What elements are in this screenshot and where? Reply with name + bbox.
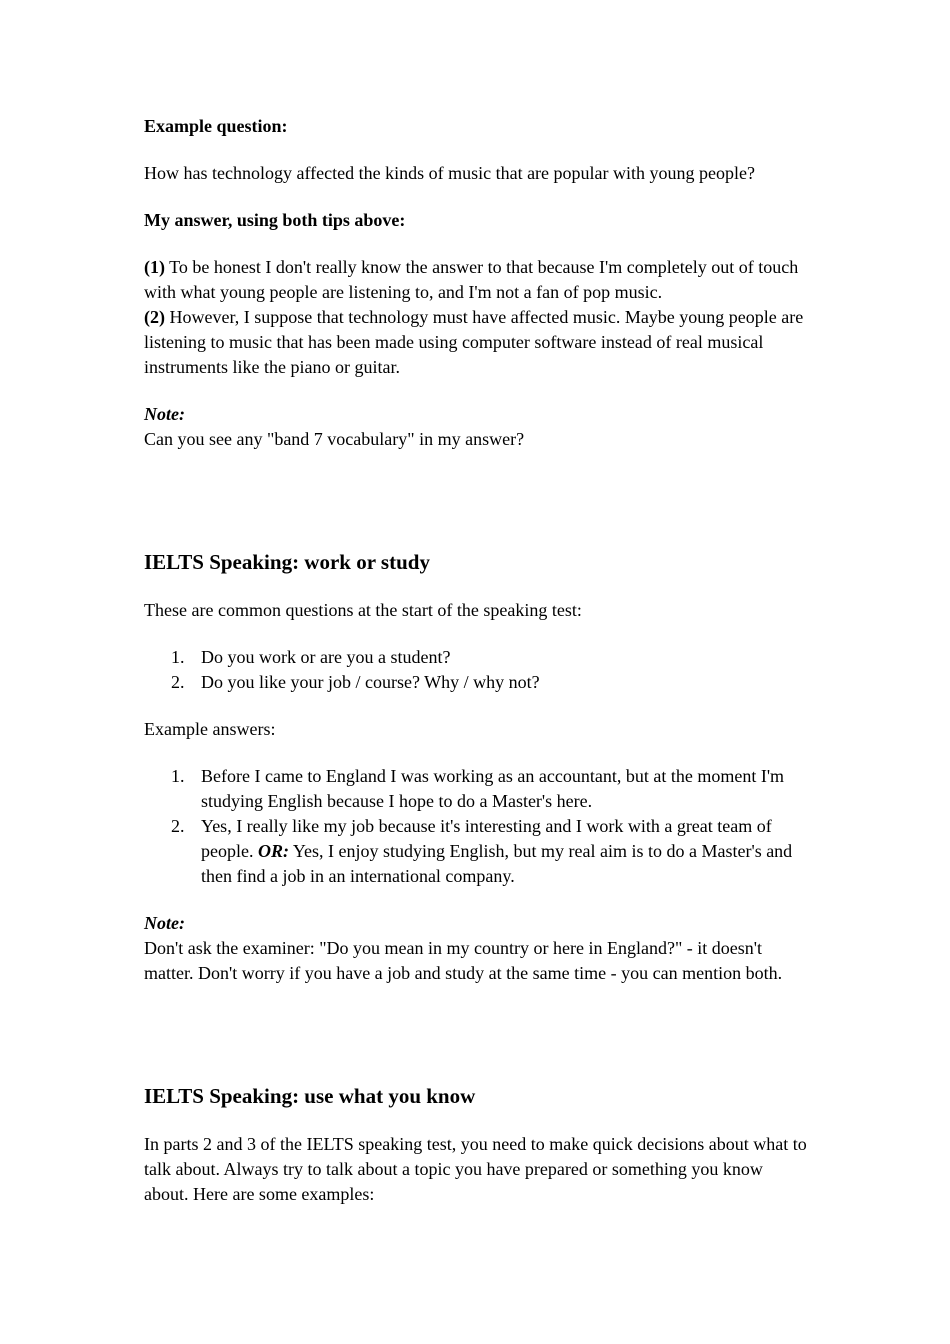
list-item-text: Do you like your job / course? Why / why not? bbox=[201, 672, 540, 692]
list-number: 2. bbox=[171, 816, 185, 836]
document-page bbox=[144, 114, 809, 1207]
use-what-you-know-intro: In parts 2 and 3 of the IELTS speaking test, you need to make quick decisions about what to talk about. Always try to talk about a topic you have prepared or something you know about. Here are some examples: bbox=[144, 1134, 807, 1204]
note-label-1 bbox=[144, 402, 809, 427]
common-questions-list bbox=[144, 645, 809, 695]
list-item-text-before: Yes, I really like my job because it's interesting and I work with a great team of people. bbox=[201, 816, 772, 861]
answer-part-2 bbox=[144, 305, 809, 380]
note-text-1: Can you see any "band 7 vocabulary" in my answer? bbox=[144, 429, 525, 449]
list-item bbox=[144, 814, 809, 889]
list-number: 1. bbox=[171, 766, 185, 786]
note-text-2: Don't ask the examiner: "Do you mean in my country or here in England?" - it doesn't matter. Don't worry if you have a job and study at the same time - you can mention both. bbox=[144, 938, 783, 983]
list-item bbox=[144, 670, 809, 695]
example-question-label bbox=[144, 114, 809, 139]
list-item-text: Do you work or are you a student? bbox=[201, 647, 451, 667]
answer-label bbox=[144, 208, 809, 233]
answer-part-1-text: To be honest I don't really know the answer to that because I'm completely out of touch with what young people are listening to, and I'm not a fan of pop music. bbox=[144, 257, 799, 302]
answer-part-2-marker: (2) bbox=[144, 307, 165, 327]
list-number: 2. bbox=[171, 672, 185, 692]
example-answers-label: Example answers: bbox=[144, 719, 276, 739]
list-number: 1. bbox=[171, 647, 185, 667]
list-item bbox=[144, 645, 809, 670]
example-question: How has technology affected the kinds of music that are popular with young people? bbox=[144, 163, 755, 183]
example-answers-list bbox=[144, 764, 809, 889]
answer-part-2-text: However, I suppose that technology must have affected music. Maybe young people are listening to music that has been made using computer software instead of real musical instruments like the piano or guitar. bbox=[144, 307, 804, 377]
list-item-text: Before I came to England I was working as an accountant, but at the moment I'm studying English because I hope to do a Master's here. bbox=[201, 766, 785, 811]
answer-part-1-marker: (1) bbox=[144, 257, 165, 277]
list-item bbox=[144, 764, 809, 814]
note-label-2-text: Note: bbox=[144, 913, 185, 933]
section-heading-use-what-you-know: IELTS Speaking: use what you know bbox=[144, 1084, 476, 1108]
note-label-1-text: Note: bbox=[144, 404, 185, 424]
note-label-2 bbox=[144, 911, 809, 936]
section-heading-work-or-study: IELTS Speaking: work or study bbox=[144, 550, 430, 574]
example-question-label-text: Example question: bbox=[144, 116, 288, 136]
list-item-text-after: Yes, I enjoy studying English, but my real aim is to do a Master's and then find a job in an international company. bbox=[201, 841, 793, 886]
work-study-intro: These are common questions at the start of the speaking test: bbox=[144, 600, 582, 620]
or-label: OR: bbox=[257, 841, 289, 861]
answer-label-text: My answer, using both tips above: bbox=[144, 210, 406, 230]
answer-part-1 bbox=[144, 255, 809, 305]
